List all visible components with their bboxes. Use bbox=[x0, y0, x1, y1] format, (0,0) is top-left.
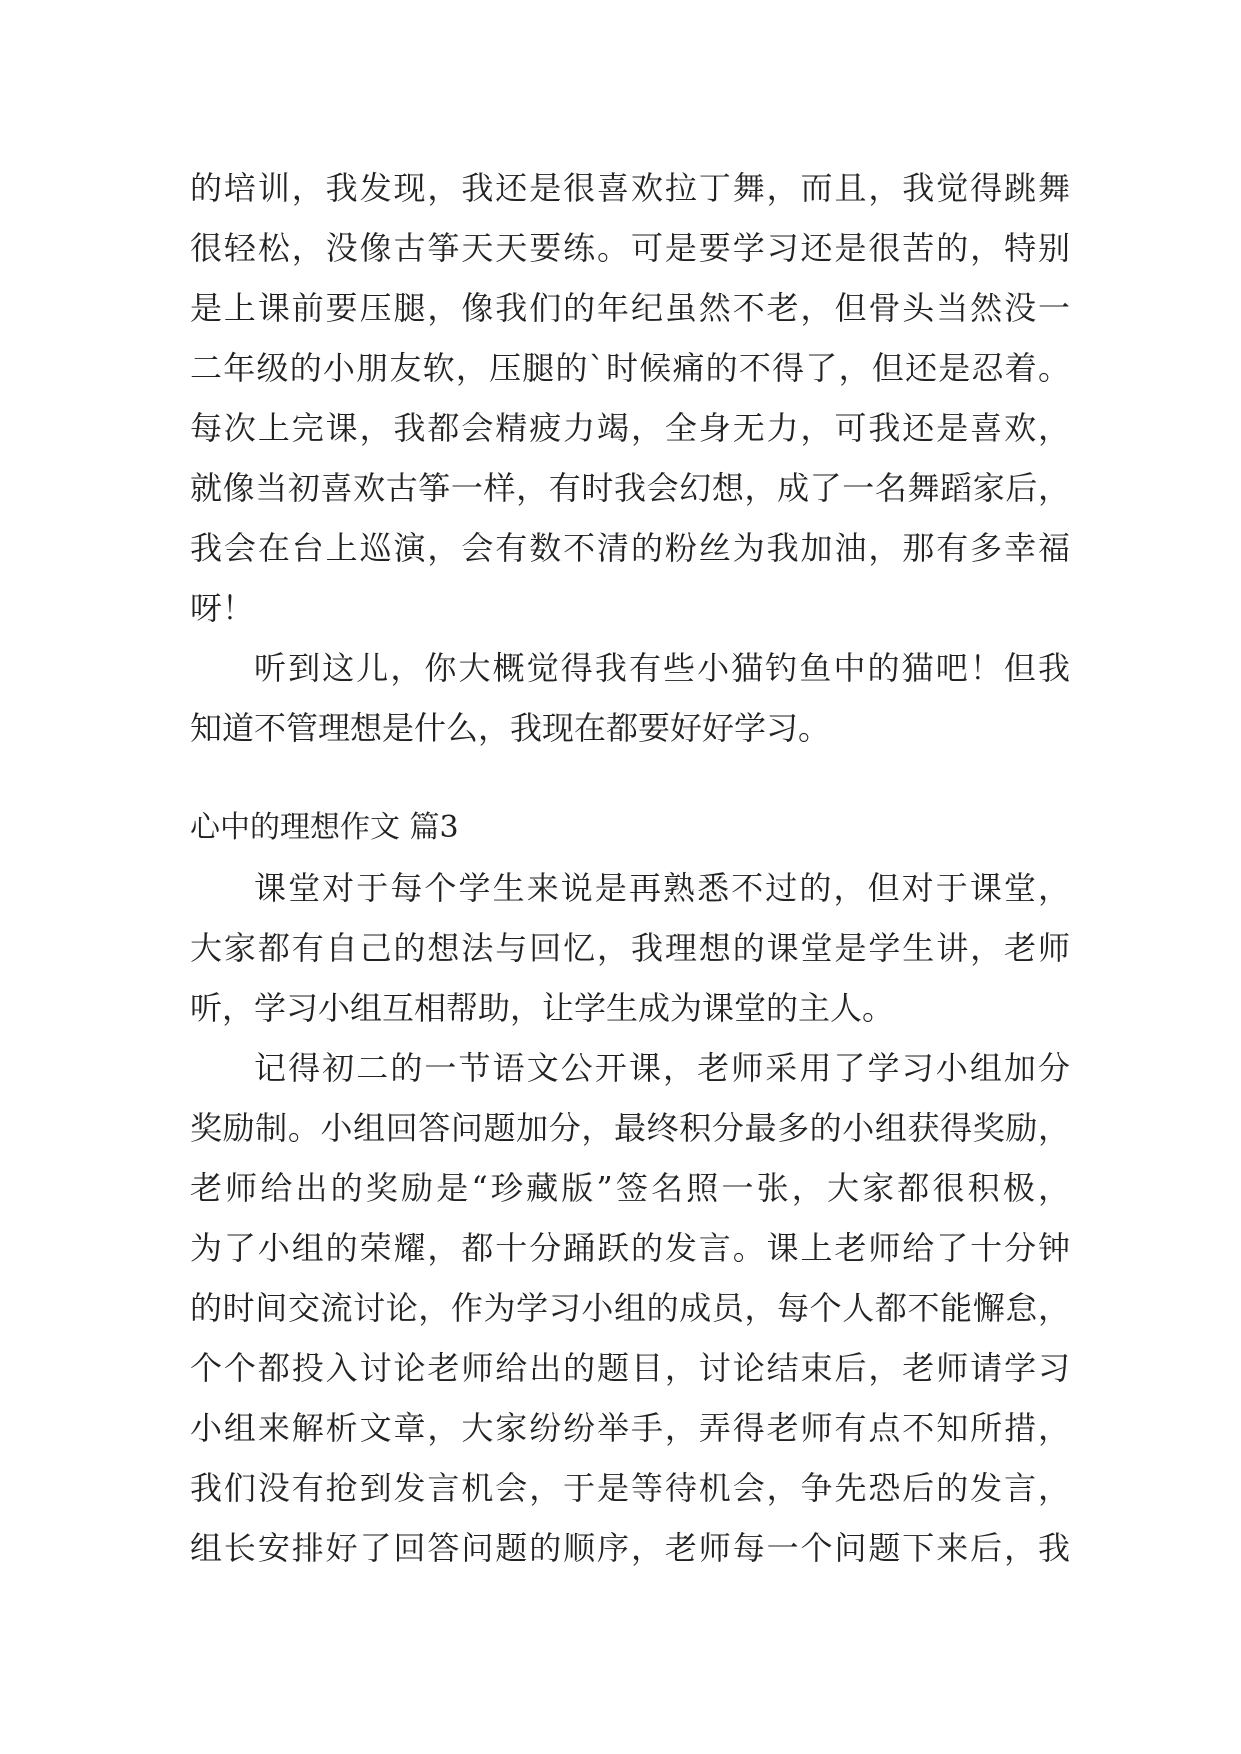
text-line: 小组来解析文章，大家纷纷举手，弄得老师有点不知所措， bbox=[190, 1409, 1070, 1447]
text-line: 我们没有抢到发言机会，于是等待机会，争先恐后的发言， bbox=[190, 1469, 1070, 1507]
text-line: 奖励制。小组回答问题加分，最终积分最多的小组获得奖励， bbox=[190, 1109, 1070, 1147]
text-line: 课堂对于每个学生来说是再熟悉不过的，但对于课堂， bbox=[254, 869, 1070, 907]
section-heading: 心中的理想作文 篇3 bbox=[190, 810, 459, 845]
text-line: 的培训，我发现，我还是很喜欢拉丁舞，而且，我觉得跳舞 bbox=[190, 169, 1070, 207]
text-line: 听到这儿，你大概觉得我有些小猫钓鱼中的猫吧！但我 bbox=[254, 649, 1070, 687]
text-line: 就像当初喜欢古筝一样，有时我会幻想，成了一名舞蹈家后， bbox=[190, 469, 1070, 507]
text-line: 的时间交流讨论，作为学习小组的成员，每个人都不能懈怠， bbox=[190, 1289, 1070, 1327]
text-line: 个个都投入讨论老师给出的题目，讨论结束后，老师请学习 bbox=[190, 1349, 1070, 1387]
text-line: 呀！ bbox=[190, 589, 255, 627]
text-line: 老师给出的奖励是“珍藏版”签名照一张，大家都很积极， bbox=[190, 1169, 1070, 1207]
text-line: 很轻松，没像古筝天天要练。可是要学习还是很苦的，特别 bbox=[190, 229, 1070, 267]
text-line: 每次上完课，我都会精疲力竭，全身无力，可我还是喜欢， bbox=[190, 409, 1070, 447]
text-line: 记得初二的一节语文公开课，老师采用了学习小组加分 bbox=[254, 1049, 1070, 1087]
text-line: 听，学习小组互相帮助，让学生成为课堂的主人。 bbox=[190, 989, 895, 1027]
text-line: 我会在台上巡演，会有数不清的粉丝为我加油，那有多幸福 bbox=[190, 529, 1070, 567]
text-line: 二年级的小朋友软，压腿的`时候痛的不得了，但还是忍着。 bbox=[190, 349, 1070, 387]
text-line: 大家都有自己的想法与回忆，我理想的课堂是学生讲，老师 bbox=[190, 929, 1070, 967]
text-line: 是上课前要压腿，像我们的年纪虽然不老，但骨头当然没一 bbox=[190, 289, 1070, 327]
text-line: 知道不管理想是什么，我现在都要好好学习。 bbox=[190, 709, 831, 747]
text-line: 组长安排好了回答问题的顺序，老师每一个问题下来后，我 bbox=[190, 1529, 1070, 1567]
text-line: 为了小组的荣耀，都十分踊跃的发言。课上老师给了十分钟 bbox=[190, 1229, 1070, 1267]
